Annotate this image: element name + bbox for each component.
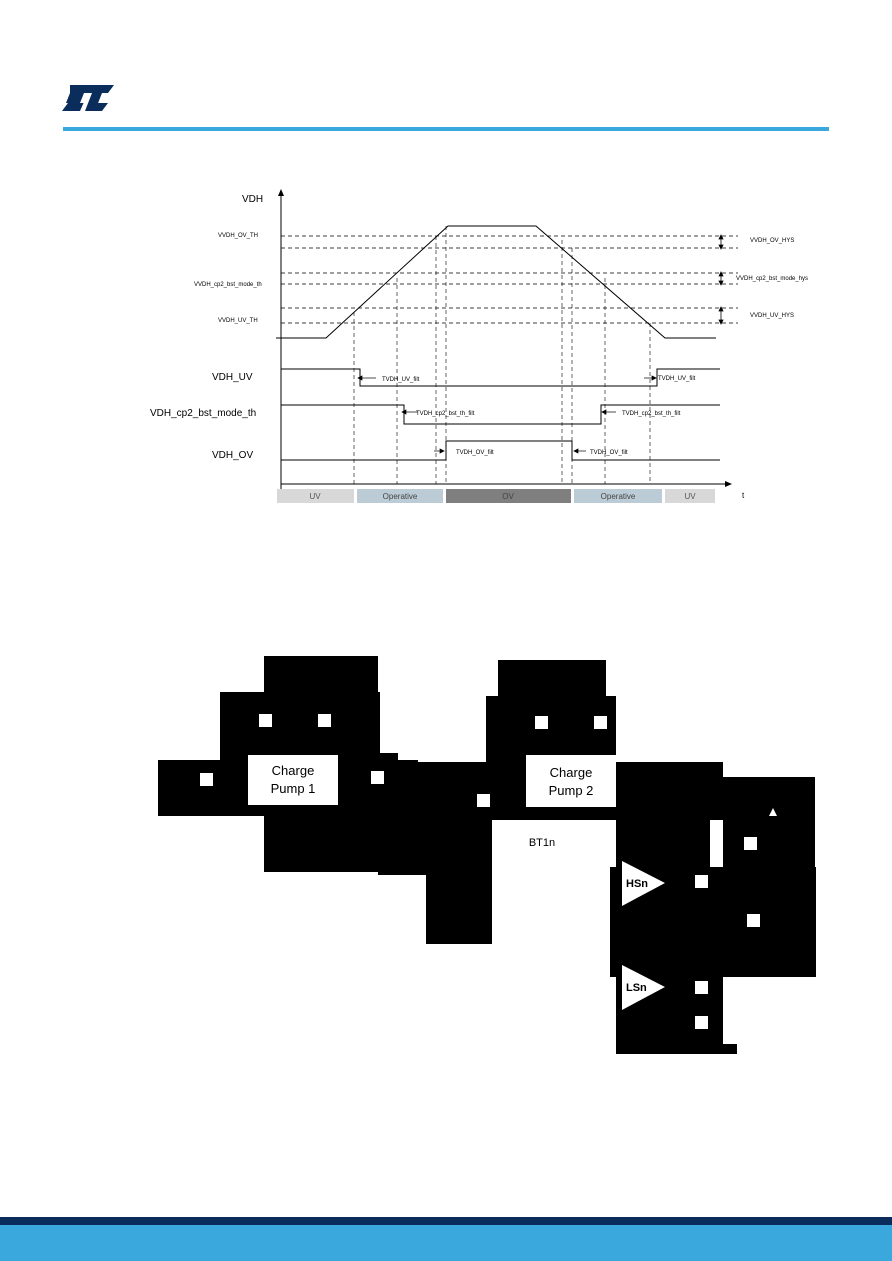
uv-filter-label-fall: TVDH_UV_filt	[658, 376, 696, 382]
cp2-hys-label: VVDH_cp2_bst_mode_hys	[736, 276, 809, 282]
state-label: OV	[502, 492, 514, 501]
signal-label-ov: VDH_OV	[212, 450, 254, 461]
footer-dark-rule	[0, 1217, 892, 1225]
signal-label-cp2: VDH_cp2_bst_mode_th	[150, 408, 257, 419]
state-label: UV	[684, 492, 696, 501]
x-axis-label: t	[742, 491, 745, 500]
state-label: UV	[309, 492, 321, 501]
hs-label: HSn	[626, 878, 648, 890]
ov-hys-label: VVDH_OV_HYS	[750, 238, 795, 244]
ov-filter-label-rise: TVDH_OV_filt	[456, 450, 494, 456]
st-logo	[62, 84, 114, 112]
charge-pump-2-box	[526, 755, 616, 807]
cp2-threshold-label: VVDH_cp2_bst_mode_th	[194, 282, 262, 288]
uv-threshold-label: VVDH_UV_TH	[218, 318, 258, 324]
cp2-filter-label-rise: TVDH_cp2_bst_th_filt	[416, 411, 475, 417]
x-axis-arrow	[725, 481, 732, 487]
charge-pump-1-line2: Pump 1	[270, 781, 316, 796]
cp2-filter-label-fall: TVDH_cp2_bst_th_filt	[622, 411, 681, 417]
signal-label-uv: VDH_UV	[212, 372, 253, 383]
bt1-label: BT1n	[528, 837, 556, 849]
ov-threshold-label: VVDH_OV_TH	[218, 233, 259, 239]
vdh-waveform	[276, 226, 716, 338]
footer-band	[0, 1225, 892, 1261]
ls-label: LSn	[626, 982, 647, 994]
bt1-arrow-icon	[580, 834, 588, 850]
charge-pump-block-diagram	[150, 650, 830, 1060]
charge-pump-2-line2: Pump 2	[548, 783, 594, 798]
uv-hys-label: VVDH_UV_HYS	[750, 313, 795, 319]
header-rule	[63, 127, 829, 131]
charge-pump-1-line1: Charge	[271, 763, 315, 778]
state-label: Operative	[382, 492, 418, 501]
ov-filter-label-fall: TVDH_OV_filt	[590, 450, 628, 456]
charge-pump-2-line1: Charge	[549, 765, 593, 780]
y-axis-label: VDH	[242, 194, 264, 205]
y-axis-arrow	[278, 189, 284, 196]
ov-signal	[281, 441, 720, 460]
state-label: Operative	[600, 492, 636, 501]
uv-filter-label-rise: TVDH_UV_filt	[382, 377, 420, 383]
vdh-timing-diagram	[150, 180, 830, 510]
